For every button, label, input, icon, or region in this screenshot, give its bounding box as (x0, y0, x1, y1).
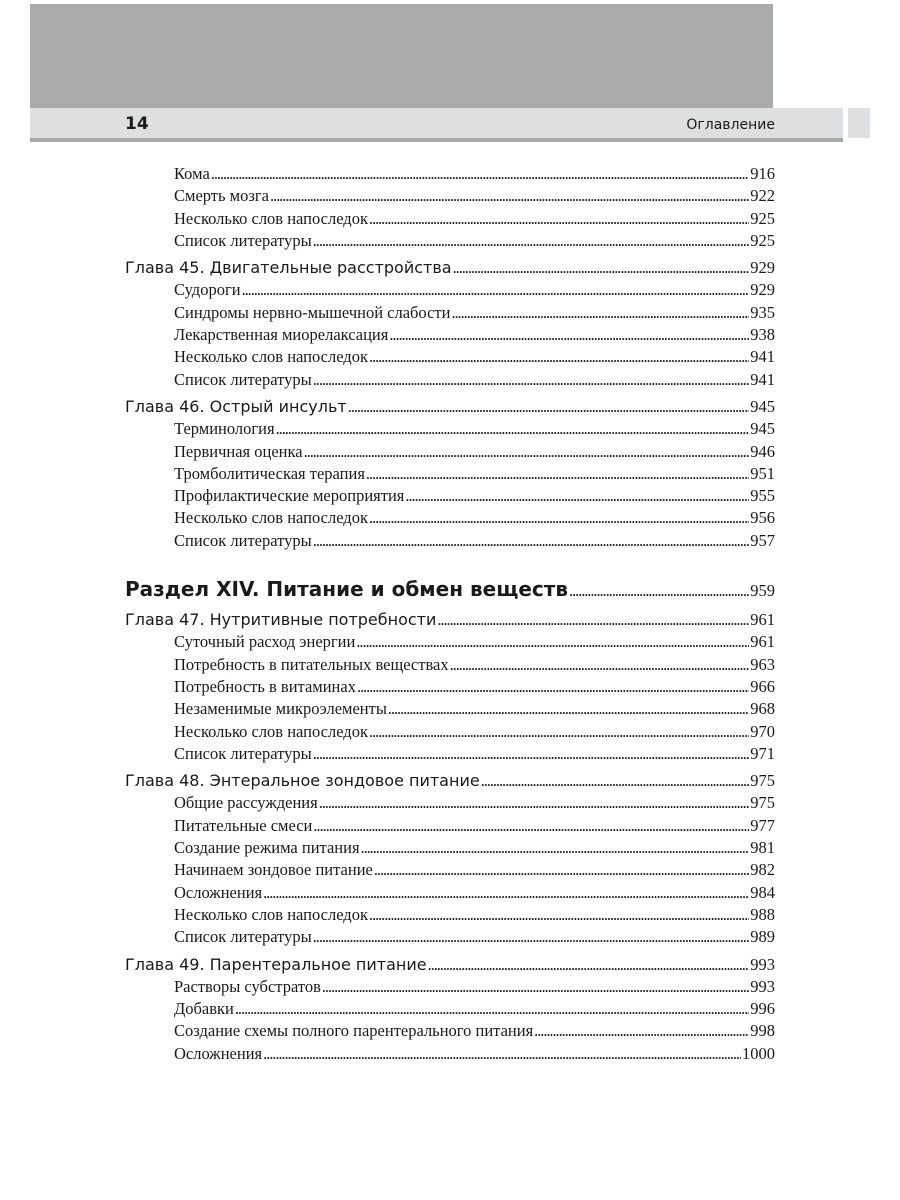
toc-page-number: 971 (750, 743, 775, 763)
dot-leader (263, 882, 749, 904)
toc-entry (125, 441, 775, 463)
toc-page-number: 970 (750, 721, 775, 741)
dot-leader (374, 859, 749, 881)
toc-entry (125, 792, 775, 814)
toc-page-number: 925 (750, 208, 775, 228)
toc-entry (125, 1020, 775, 1042)
toc-title: Осложнения (174, 882, 263, 902)
toc-title: Список литературы (174, 530, 312, 550)
toc-page-number: 966 (750, 676, 775, 696)
toc-page-number: 957 (750, 530, 775, 550)
toc-section (125, 574, 775, 604)
toc-page-number: 975 (750, 793, 775, 813)
toc-entry (125, 346, 775, 368)
dot-leader (313, 230, 750, 252)
toc-entry (125, 463, 775, 485)
toc-page-number: 925 (750, 230, 775, 250)
toc-page-number: 981 (750, 838, 775, 858)
toc-page-number: 941 (750, 369, 775, 389)
toc-page-number: 982 (750, 860, 775, 880)
toc-page-number: 989 (750, 927, 775, 947)
toc-page-number: 955 (750, 486, 775, 506)
toc-entry (125, 185, 775, 207)
toc-page-number: 951 (750, 463, 775, 483)
toc-title: Суточный расход энергии (174, 632, 356, 652)
toc-entry (125, 743, 775, 765)
toc-entry (125, 698, 775, 720)
toc-entry (125, 369, 775, 391)
toc-chapter (125, 257, 775, 279)
dot-leader (569, 576, 749, 604)
toc-title: Глава 49. Парентеральное питание (125, 954, 427, 974)
toc-entry (125, 163, 775, 185)
toc-entry (125, 302, 775, 324)
dot-leader (319, 792, 750, 814)
toc-page-number: 956 (750, 508, 775, 528)
toc-page-number: 988 (750, 904, 775, 924)
toc-page-number: 993 (750, 954, 775, 974)
dot-leader (388, 698, 749, 720)
toc-title: Несколько слов напоследок (174, 508, 368, 528)
toc-chapter (125, 954, 775, 976)
toc-page-number: 1000 (742, 1043, 775, 1063)
toc-title: Лекарственная миорелаксация (174, 325, 389, 345)
toc-chapter (125, 609, 775, 631)
toc-entry (125, 926, 775, 948)
toc-title: Питательные смеси (174, 815, 313, 835)
dot-leader (313, 530, 750, 552)
dot-leader (263, 1043, 741, 1065)
toc-page-number: 945 (750, 419, 775, 439)
toc-title: Растворы субстратов (174, 976, 321, 996)
toc-title: Несколько слов напоследок (174, 208, 368, 228)
dot-leader (450, 654, 750, 676)
toc-page-number: 945 (750, 396, 775, 416)
toc-entry (125, 324, 775, 346)
header-color-band (30, 4, 773, 108)
toc-page-number: 922 (750, 186, 775, 206)
toc-title: Добавки (174, 999, 234, 1019)
toc-title: Начинаем зондовое питание (174, 860, 373, 880)
toc-page-number: 916 (750, 164, 775, 183)
toc-page-number: 946 (750, 441, 775, 461)
toc-page-number: 977 (750, 815, 775, 835)
dot-leader (534, 1020, 749, 1042)
toc-entry (125, 998, 775, 1020)
dot-leader (369, 208, 749, 230)
dot-leader (304, 441, 750, 463)
dot-leader (313, 369, 750, 391)
dot-leader (369, 721, 749, 743)
dot-leader (356, 631, 749, 653)
toc-page-number: 938 (750, 325, 775, 345)
toc-chapter (125, 770, 775, 792)
toc-entry (125, 904, 775, 926)
toc-title: Первичная оценка (174, 441, 303, 461)
toc-entry (125, 815, 775, 837)
table-of-contents (125, 163, 775, 1065)
dot-leader (313, 815, 749, 837)
toc-page-number: 975 (750, 771, 775, 791)
toc-title: Глава 48. Энтеральное зондовое питание (125, 771, 480, 791)
toc-title: Тромболитическая терапия (174, 463, 365, 483)
toc-title: Глава 46. Острый инсульт (125, 396, 347, 416)
dot-leader (211, 163, 749, 185)
toc-page-number: 993 (750, 976, 775, 996)
toc-title: Создание режима питания (174, 838, 360, 858)
dot-leader (276, 418, 750, 440)
toc-page-number: 961 (750, 610, 775, 630)
toc-entry (125, 418, 775, 440)
toc-page-number: 968 (750, 699, 775, 719)
toc-title: Потребность в витаминах (174, 676, 356, 696)
toc-entry (125, 485, 775, 507)
header-edge-tab (848, 108, 870, 138)
toc-page-number: 961 (750, 632, 775, 652)
dot-leader (242, 279, 750, 301)
dot-leader (322, 976, 749, 998)
toc-entry (125, 631, 775, 653)
toc-entry (125, 976, 775, 998)
toc-page-number: 963 (750, 654, 775, 674)
dot-leader (369, 507, 749, 529)
dot-leader (366, 463, 749, 485)
dot-leader (451, 302, 749, 324)
toc-entry (125, 507, 775, 529)
dot-leader (481, 770, 750, 792)
dot-leader (389, 324, 749, 346)
toc-chapter (125, 396, 775, 418)
toc-title: Несколько слов напоследок (174, 721, 368, 741)
toc-page-number: 959 (750, 581, 775, 601)
toc-title: Терминология (174, 419, 275, 439)
toc-entry (125, 654, 775, 676)
toc-entry (125, 882, 775, 904)
toc-title: Список литературы (174, 927, 312, 947)
dot-leader (428, 954, 750, 976)
toc-title: Раздел XIV. Питание и обмен веществ (125, 577, 568, 602)
toc-title: Список литературы (174, 743, 312, 763)
toc-page-number: 929 (750, 258, 775, 278)
toc-entry (125, 721, 775, 743)
toc-title: Глава 47. Нутритивные потребности (125, 610, 437, 630)
toc-title: Глава 45. Двигательные расстройства (125, 258, 452, 278)
toc-entry (125, 230, 775, 252)
toc-title: Список литературы (174, 369, 312, 389)
toc-page-number: 929 (750, 280, 775, 300)
toc-page-number: 935 (750, 302, 775, 322)
dot-leader (235, 998, 749, 1020)
dot-leader (313, 926, 750, 948)
page-number: 14 (125, 114, 149, 134)
toc-title: Синдромы нервно-мышечной слабости (174, 302, 451, 322)
toc-title: Потребность в питательных веществах (174, 654, 449, 674)
toc-title: Незаменимые микроэлементы (174, 699, 387, 719)
dot-leader (453, 257, 750, 279)
dot-leader (313, 743, 750, 765)
toc-page-number: 941 (750, 347, 775, 367)
toc-title: Смерть мозга (174, 186, 269, 206)
toc-entry (125, 837, 775, 859)
dot-leader (369, 904, 749, 926)
running-head: Оглавление (686, 117, 775, 133)
toc-entry (125, 1043, 775, 1065)
toc-entry (125, 208, 775, 230)
dot-leader (369, 346, 749, 368)
toc-title: Общие рассуждения (174, 793, 318, 813)
toc-title: Осложнения (174, 1043, 263, 1063)
header-rule (30, 138, 843, 142)
toc-entry (125, 676, 775, 698)
dot-leader (405, 485, 749, 507)
toc-title: Список литературы (174, 230, 312, 250)
toc-entry (125, 279, 775, 301)
toc-entry (125, 530, 775, 552)
toc-page-number: 996 (750, 999, 775, 1019)
dot-leader (357, 676, 749, 698)
toc-title: Несколько слов напоследок (174, 347, 368, 367)
toc-title: Кома (174, 164, 210, 183)
toc-page-number: 998 (750, 1021, 775, 1041)
dot-leader (361, 837, 750, 859)
dot-leader (348, 396, 750, 418)
toc-entry (125, 859, 775, 881)
dot-leader (437, 609, 749, 631)
toc-title: Несколько слов напоследок (174, 904, 368, 924)
dot-leader (270, 185, 749, 207)
toc-page-number: 984 (750, 882, 775, 902)
toc-title: Профилактические мероприятия (174, 486, 405, 506)
toc-title: Создание схемы полного парентерального питания (174, 1021, 534, 1041)
toc-title: Судороги (174, 280, 241, 300)
